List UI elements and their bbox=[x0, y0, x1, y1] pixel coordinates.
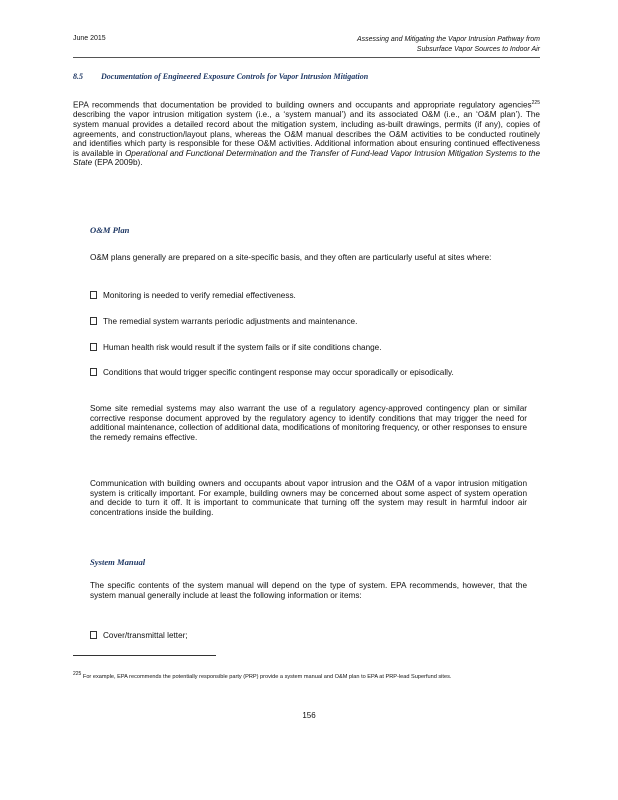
section-number: 8.5 bbox=[73, 72, 83, 81]
bullet-box-icon bbox=[90, 343, 97, 351]
om-plan-heading: O&M Plan bbox=[90, 225, 130, 235]
om-bullet-2-text: The remedial system warrants periodic adjustments and maintenance. bbox=[103, 317, 358, 326]
om-bullet-2 bbox=[90, 317, 527, 327]
om-plan-intro: O&M plans generally are prepared on a site-specific basis, and they often are particularly useful at sites where: bbox=[90, 253, 492, 262]
sm-bullet-1 bbox=[90, 631, 527, 641]
bullet-box-icon bbox=[90, 291, 97, 299]
om-paragraph-2: Some site remedial systems may also warrant the use of a regulatory agency-approved contingency plan or similar corrective response document approved by the regulatory agency to identify conditions that may trigger the need for additional maintenance, collection of additional data, modifications of monitoring frequency, or other responses to ensure the remedy remains effective. bbox=[90, 404, 527, 442]
footnote-text: For example, EPA recommends the potentially responsible party (PRP) provide a system manual and O&M plan to EPA at PRP-lead Superfund sites. bbox=[82, 673, 452, 680]
header-title bbox=[357, 35, 540, 55]
system-manual-intro: The specific contents of the system manual will depend on the type of system. EPA recommends, however, that the system manual generally include at least the following information or items: bbox=[90, 581, 527, 600]
intro-part1: EPA recommends that documentation be provided to building owners and occupants and appropriate regulatory agencies bbox=[73, 100, 532, 110]
bullet-box-icon bbox=[90, 368, 97, 376]
reference-title: Operational and Functional Determination and the Transfer of Fund-lead Vapor Intrusion Mitigation Systems to the State bbox=[73, 148, 541, 168]
om-bullet-4-text: Conditions that would trigger specific contingent response may occur sporadically or episodically. bbox=[103, 368, 454, 377]
header-date: June 2015 bbox=[73, 35, 106, 42]
reference-citation: (EPA 2009b). bbox=[94, 158, 143, 168]
om-bullet-3-text: Human health risk would result if the system fails or if site conditions change. bbox=[103, 343, 382, 352]
intro-part2: describing the vapor intrusion mitigation system (i.e., a ‘system manual’) and its associated O&M (i.e., an ‘O&M plan’). The system manual provides a detailed record about the mitigation system, including as-built drawings, permits (if any), copies of agreements, and construction/layout plans, whereas the O&M manual describes the O&M activities to be conducted routinely and identifies which party is responsible for these O&M activities. Additional information about ensuring continued effectiveness is available in bbox=[73, 110, 540, 158]
om-bullet-1-text: Monitoring is needed to verify remedial effectiveness. bbox=[103, 291, 296, 300]
footnote bbox=[73, 670, 518, 682]
om-bullet-3 bbox=[90, 343, 527, 353]
header-divider bbox=[73, 57, 540, 58]
section-heading bbox=[73, 72, 540, 81]
footnote-divider bbox=[73, 655, 216, 656]
system-manual-heading: System Manual bbox=[90, 557, 146, 567]
footnote-number: 225 bbox=[73, 671, 82, 677]
om-bullet-4 bbox=[90, 368, 527, 378]
footnote-ref[interactable]: 225 bbox=[531, 100, 540, 106]
intro-paragraph bbox=[73, 99, 540, 168]
header-title-line1: Assessing and Mitigating the Vapor Intrusion Pathway from bbox=[356, 36, 540, 43]
page-number: 156 bbox=[302, 711, 316, 720]
om-bullet-1 bbox=[90, 291, 527, 301]
bullet-box-icon bbox=[90, 631, 97, 639]
bullet-box-icon bbox=[90, 317, 97, 325]
om-paragraph-3: Communication with building owners and occupants about vapor intrusion and the O&M of a vapor intrusion mitigation system is critically important. For example, building owners may be concerned about some aspect of system operation and decide to turn it off. It is important to communicate that turning off the system may result in harmful indoor air concentrations inside the building. bbox=[90, 479, 527, 517]
section-title: Documentation of Engineered Exposure Controls for Vapor Intrusion Mitigation bbox=[101, 72, 369, 81]
header-title-line2: Subsurface Vapor Sources to Indoor Air bbox=[416, 46, 540, 53]
sm-bullet-1-text: Cover/transmittal letter; bbox=[103, 631, 188, 640]
